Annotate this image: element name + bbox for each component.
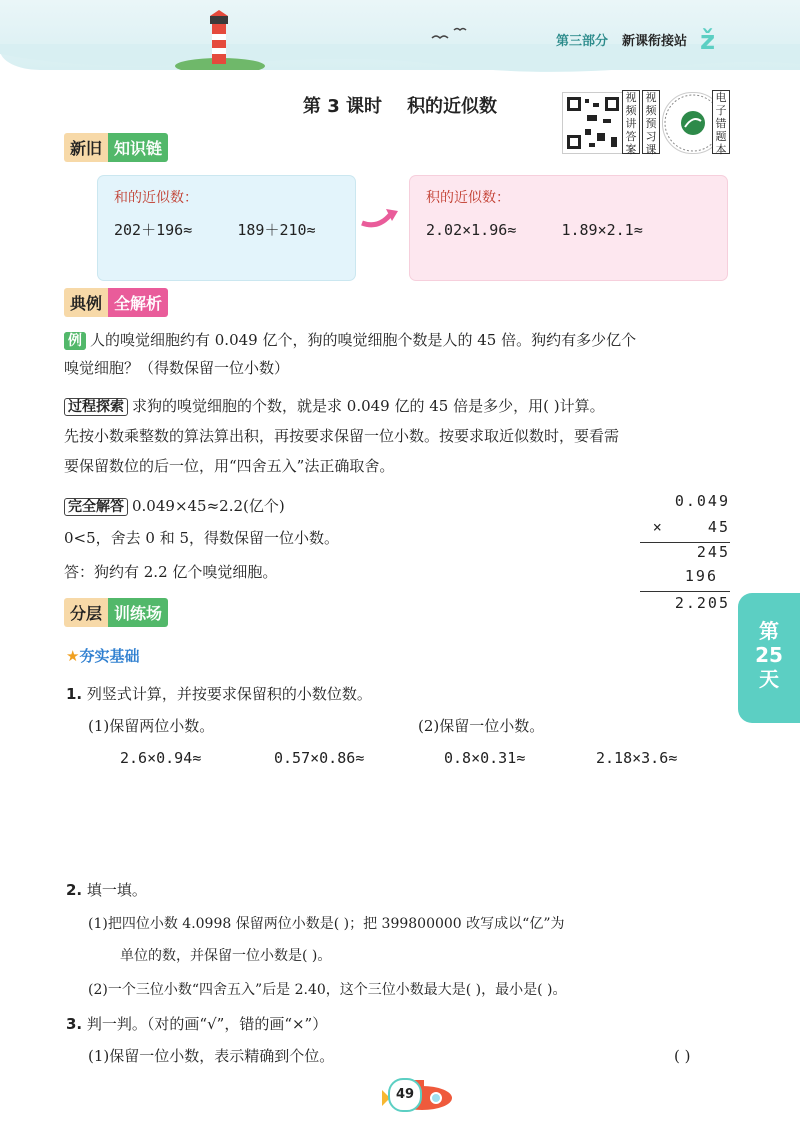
example-section-tag (64, 288, 168, 316)
q3-sub1: (1)保留一位小数，表示精确到个位。 (88, 1047, 335, 1065)
process-text-1: 求狗的嗅觉细胞的个数，就是求 0.049 亿的 45 倍是多少，用( )计算。 (132, 397, 605, 415)
q1-expr-3: 0.8×0.31≈ (444, 749, 526, 767)
side-tab-line2: 25 (755, 643, 783, 667)
calc-partial-1: 245 (696, 543, 730, 561)
level-heading (66, 644, 139, 668)
answer-line-3: 答：狗约有 2.2 亿个嗅觉细胞。 (64, 563, 278, 581)
tag-part-b: 全解析 (108, 288, 168, 317)
q3-number: 3. (66, 1015, 83, 1033)
q2-line (66, 878, 147, 902)
vertical-calculation (640, 492, 730, 618)
decor-glyph: ž (700, 26, 716, 56)
part-label: 第三部分 (556, 34, 609, 49)
q1-sub2: (2)保留一位小数。 (418, 717, 545, 735)
q3-text: 判一判。（对的画“√”，错的画“×”） (86, 1015, 328, 1033)
page-number: 49 (388, 1078, 422, 1112)
process-line-3: 要保留数位的后一位，用“四舍五入”法正确取舍。 (64, 457, 395, 475)
answer-label: 完全解答 (64, 498, 128, 516)
example-problem-line-1 (64, 328, 636, 353)
sum-approx-box (98, 176, 355, 280)
day-side-tab (738, 593, 800, 723)
lesson-number: 第 3 课时 (302, 96, 382, 117)
tag-part-b: 知识链 (108, 133, 168, 162)
calc-product: 2.205 (674, 594, 730, 612)
qr-label-3: 电子错题本 (712, 90, 730, 154)
product-expr-1: 2.02×1.96≈ (426, 221, 517, 239)
lighthouse-icon (170, 10, 270, 70)
product-expr-2: 1.89×2.1≈ (561, 221, 643, 239)
answer-text-1: 0.049×45≈2.2(亿个) (132, 497, 285, 515)
q2-text: 填一填。 (86, 881, 147, 899)
product-approx-box (410, 176, 727, 280)
level-label: 夯实基础 (79, 647, 140, 665)
qr-pattern-icon (563, 93, 623, 153)
tag-part-a: 新旧 (64, 133, 108, 162)
q3-line (66, 1012, 327, 1036)
side-tab-line3: 天 (759, 667, 779, 691)
q1-expr-2: 0.57×0.86≈ (274, 749, 365, 767)
q3-sub1-answer-paren[interactable]: ( ) (674, 1047, 691, 1065)
tag-part-a: 分层 (64, 598, 108, 627)
birds-icon (430, 24, 470, 44)
sum-expr-2: 189＋210≈ (237, 221, 316, 239)
example-problem-text-1: 人的嗅觉细胞约有 0.049 亿个，狗的嗅觉细胞个数是人的 45 倍。狗约有多少亿个 (90, 331, 637, 349)
qr-label-2: 视频预习课 (642, 90, 660, 154)
calc-multiplier: × 45 (652, 518, 730, 536)
q1-number: 1. (66, 685, 83, 703)
product-approx-title: 积的近似数： (426, 190, 510, 206)
sum-approx-title: 和的近似数： (114, 190, 198, 206)
q2-sub2: (2)一个三位小数“四舍五入”后是 2.40，这个三位小数最大是( )，最小是( )。 (88, 982, 567, 998)
arrow-icon (360, 205, 400, 231)
practice-section-tag (64, 598, 168, 626)
q2-sub1-line2: 单位的数，并保留一位小数是( )。 (120, 948, 332, 964)
q1-expr-1: 2.6×0.94≈ (120, 749, 202, 767)
q1-line (66, 682, 372, 706)
process-line-2: 先按小数乘整数的算法算出积，再按要求保留一位小数。按要求取近似数时，要看需 (64, 427, 620, 445)
qr-label-1: 视频讲答案 (622, 90, 640, 154)
q1-expr-4: 2.18×3.6≈ (596, 749, 678, 767)
series-label: 新课衔接站 (622, 34, 688, 49)
star-icon: ★ (66, 647, 80, 665)
lesson-name: 积的近似数 (407, 96, 498, 117)
q2-sub1-line1: (1)把四位小数 4.0998 保留两位小数是( )；把 399800000 改写成以“亿”为 (88, 916, 565, 932)
process-line-1 (64, 394, 605, 419)
side-tab-line1: 第 (759, 619, 779, 643)
q2-number: 2. (66, 881, 83, 899)
process-label: 过程探索 (64, 398, 128, 416)
answer-line-1 (64, 494, 285, 519)
calc-multiplicand: 0.049 (674, 492, 730, 510)
answer-line-2: 0<5，舍去 0 和 5，得数保留一位小数。 (64, 529, 340, 547)
q1-text: 列竖式计算，并按要求保留积的小数位数。 (86, 685, 372, 703)
tag-part-a: 典例 (64, 288, 108, 317)
qr-code-1[interactable] (562, 92, 624, 154)
q1-sub1: (1)保留两位小数。 (88, 717, 215, 735)
example-problem-line-2: 嗅觉细胞？（得数保留一位小数） (64, 359, 290, 377)
example-label: 例 (64, 332, 86, 350)
calc-partial-2: 196 (684, 567, 718, 585)
sum-expr-1: 202＋196≈ (114, 221, 193, 239)
review-section-tag (64, 133, 168, 161)
header-wave (0, 44, 800, 84)
tag-part-b: 训练场 (108, 598, 168, 627)
